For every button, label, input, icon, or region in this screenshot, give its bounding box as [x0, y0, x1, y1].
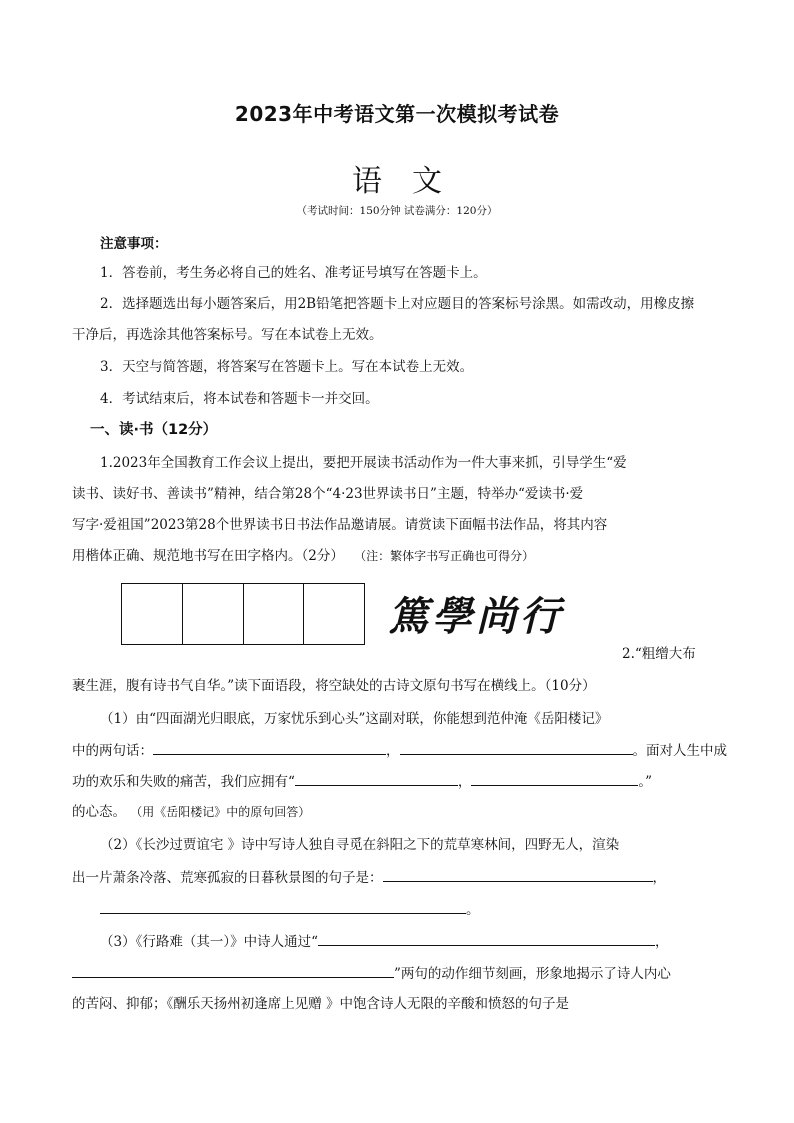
- grid-cell[interactable]: [244, 584, 305, 644]
- p2-line-3: [100, 899, 480, 920]
- p1-comma: ，: [386, 743, 400, 759]
- answer-blank[interactable]: [471, 771, 638, 786]
- note-item-2b: 干净后，再选涂其他答案标号。写在本试卷上无效。: [72, 327, 383, 343]
- grid-cell[interactable]: [304, 584, 364, 644]
- q2-line-1: 2.“粗缯大布: [622, 646, 696, 662]
- answer-blank[interactable]: [153, 740, 386, 755]
- writing-grid[interactable]: [121, 583, 365, 645]
- section-heading: 一、读·书（12分）: [90, 422, 218, 438]
- p1-text: 功的欢乐和失败的痛苦，我们应拥有“: [72, 774, 295, 790]
- q1-line-2: 读书、读好书、善读书”精神，结合第28个“4·23世界读书日”主题，特举办“爱读书·爱: [72, 486, 584, 502]
- answer-blank[interactable]: [318, 931, 655, 946]
- subject-title: 语文: [352, 164, 472, 199]
- p1-text: 。”: [638, 774, 653, 790]
- answer-blank[interactable]: [400, 740, 633, 755]
- answer-blank[interactable]: [100, 899, 466, 914]
- exam-info: （考试时间：150分钟 试卷满分：120分）: [296, 205, 498, 217]
- p2-line-2: [72, 867, 666, 888]
- q1-line-1: 1.2023年全国教育工作会议上提出，要把开展读书活动作为一件大事来抓，引导学生“爱: [100, 455, 627, 471]
- calligraphy-artwork: 篤學尚行: [388, 593, 564, 640]
- exam-title: 2023年中考语文第一次模拟考试卷: [234, 102, 560, 126]
- p3-text: （3）《行路难（其一）》中诗人通过“: [100, 934, 318, 950]
- p3-line-1: [100, 931, 669, 952]
- note-item-3: 3．天空与简答题，将答案写在答题卡上。写在本试卷上无效。: [100, 359, 474, 375]
- p1-line-1: （1）由“四面湖光归眼底，万家忧乐到心头”这副对联，你能想到范仲淹《岳阳楼记》: [100, 711, 609, 727]
- p1-text: 中的两句话：: [72, 743, 153, 759]
- p2-period: 。: [466, 902, 480, 918]
- p1-note: （用《岳阳楼记》中的原句回答）: [130, 805, 311, 819]
- p2-comma: ，: [652, 870, 666, 886]
- p1-line-2: [72, 740, 727, 761]
- answer-blank[interactable]: [383, 867, 653, 882]
- p3-line-2: [72, 963, 671, 984]
- p1-comma: ，: [457, 774, 472, 790]
- p1-line-4: [72, 802, 310, 822]
- p1-text: 的心态。: [72, 804, 126, 820]
- answer-blank[interactable]: [72, 963, 394, 978]
- note-item-2a: 2．选择题选出每小题答案后，用2B铅笔把答题卡上对应题目的答案标号涂黑。如需改动，用橡皮擦: [100, 296, 695, 312]
- answer-blank[interactable]: [295, 771, 458, 786]
- p1-line-3: [72, 771, 652, 792]
- p3-comma: ，: [655, 934, 669, 950]
- p2-line-1: （2）《长沙过贾谊宅 》诗中写诗人独自寻觅在斜阳之下的荒草寒林间，四野无人，渲染: [100, 837, 620, 853]
- q1-note: （注：繁体字书写正确也可得分）: [354, 549, 535, 563]
- q1-text: 用楷体正确、规范地书写在田字格内。（2分）: [72, 548, 344, 564]
- note-item-4: 4．考试结束后，将本试卷和答题卡一并交回。: [100, 391, 379, 407]
- grid-cell[interactable]: [122, 584, 183, 644]
- p1-text: 。面对人生中成: [632, 743, 727, 759]
- q1-line-4: [72, 546, 534, 566]
- note-item-1: 1．答卷前，考生务必将自己的姓名、准考证号填写在答题卡上。: [100, 265, 487, 281]
- p3-line-3: 的苦闷、抑郁；《酬乐天扬州初逢席上见赠 》中饱含诗人无限的辛酸和愤怒的句子是: [72, 996, 570, 1012]
- notes-heading: 注意事项：: [100, 236, 168, 252]
- q2-line-2: 裹生涯，腹有诗书气自华。”读下面语段，将空缺处的古诗文原句书写在横线上。（10分）: [72, 678, 596, 694]
- q1-line-3: 写字·爱祖国”2023第28个世界读书日书法作品邀请展。请赏读下面幅书法作品，将其内容: [72, 517, 608, 533]
- p2-text: 出一片萧条冷落、荒寒孤寂的日暮秋景图的句子是：: [72, 870, 383, 886]
- p3-text: ”两句的动作细节刻画，形象地揭示了诗人内心: [394, 966, 671, 982]
- grid-cell[interactable]: [183, 584, 244, 644]
